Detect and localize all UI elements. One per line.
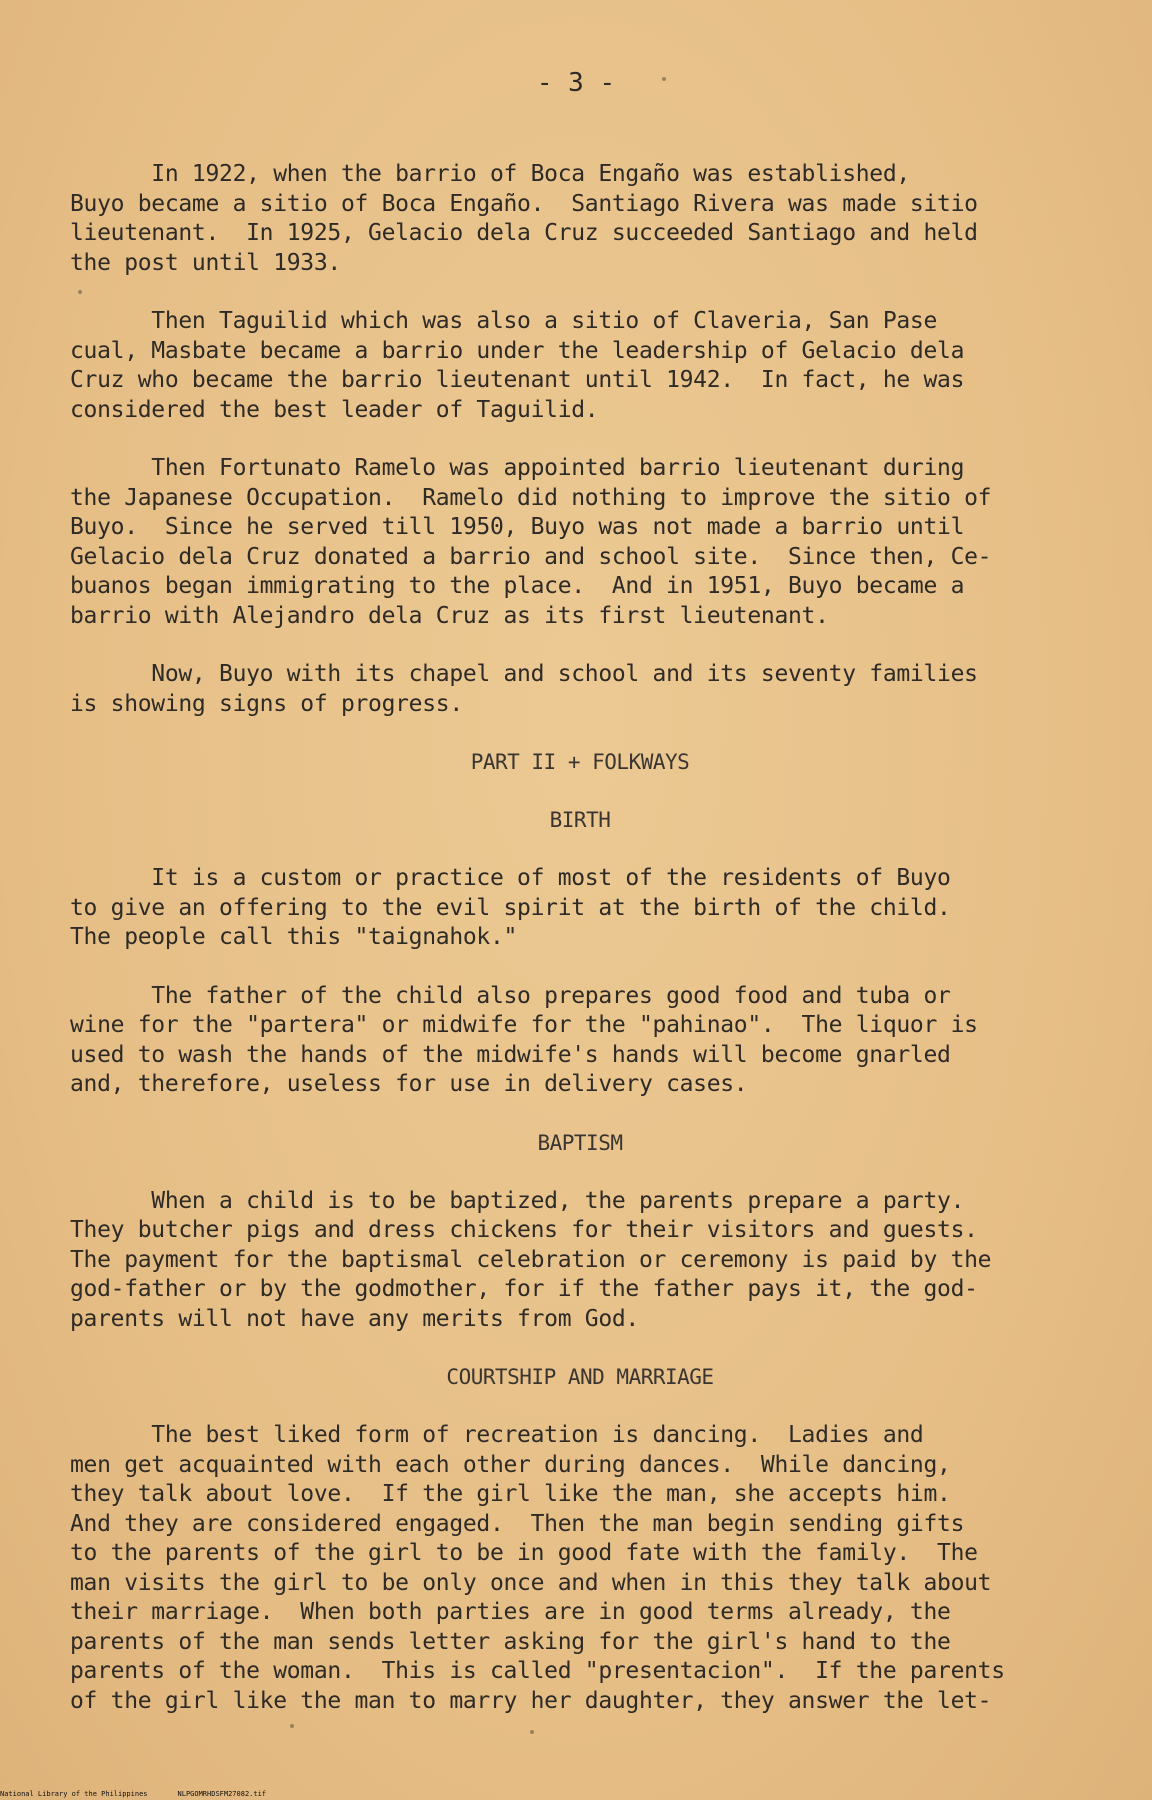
paper-speck: [530, 1730, 534, 1734]
footer-library: National Library of the Philippines: [0, 1790, 148, 1798]
footer-file: NLPGOMRHDSFM27082.tif: [177, 1790, 267, 1798]
paragraph-history-1922: In 1922, when the barrio of Boca Engaño was established, Buyo became a sitio of Boca Engaño. Santiago Rivera was made sitio lieutenant. In 1925, Gelacio dela Cruz succeeded Santiago and held the post until 1933.: [70, 161, 978, 276]
paragraph-taguilid: Then Taguilid which was also a sitio of Claveria, San Pase cual, Masbate became a barrio under the leadership of Gelacio dela Cruz who became the barrio lieutenant until 1942. In fact, he was considered the best leader of Taguilid.: [70, 308, 965, 423]
paragraph-baptism: When a child is to be baptized, the parents prepare a party. They butcher pigs and dress chickens for their visitors and guests. The payment for the baptismal celebration or ceremony is paid by the god-father or by the godmother, for if the father pays it, the god- parents will not have any merits from God.: [70, 1187, 992, 1332]
paragraph-birth-midwife: The father of the child also prepares good food and tuba or wine for the "partera" or midwife for the "pahinao". The liquor is used to wash the hands of the midwife's hands will become gnarled and, therefore, useless for use in delivery cases.: [70, 982, 978, 1097]
paper-speck: [78, 290, 82, 294]
paragraph-japanese-occupation: Then Fortunato Ramelo was appointed barrio lieutenant during the Japanese Occupation. Ramelo did nothing to improve the sitio of Buyo. Since he served till 1950, Buyo was not made a barrio until Gelacio dela Cruz donated a barrio and school site. Since then, Ce- buanos began immigrating to the place. And in 1951, Buyo became a barrio with Alejandro dela Cruz as its first lieutenant.: [70, 455, 992, 629]
paragraph-courtship: The best liked form of recreation is dancing. Ladies and men get acquainted with each other during dances. While dancing, they talk about love. If the girl like the man, she accepts him. And they are considered engaged. Then the man begin sending gifts to the parents of the girl to be in good fate with the family. The man visits the girl to be only once and when in this they talk about their marriage. When both parties are in good terms already, the parents of the man sends letter asking for the girl's hand to the parents of the woman. This is called "presentacion". If the parents of the girl like the man to marry her daughter, they answer the let-: [70, 1422, 1005, 1714]
paper-speck: [290, 1724, 294, 1728]
paper-speck: [662, 77, 666, 81]
heading-birth: BIRTH: [549, 808, 611, 832]
heading-courtship-and-marriage: COURTSHIP AND MARRIAGE: [446, 1365, 714, 1389]
heading-part-ii-folkways: PART II + FOLKWAYS: [470, 750, 690, 774]
heading-baptism: BAPTISM: [537, 1130, 623, 1155]
scan-footer: [0, 1790, 296, 1798]
paragraph-progress: Now, Buyo with its chapel and school and its seventy families is showing signs of progress.: [70, 661, 978, 717]
page-number: - 3 -: [536, 68, 616, 98]
paragraph-birth-offering: It is a custom or practice of most of the residents of Buyo to give an offering to the evil spirit at the birth of the child. The people call this "taignahok.": [70, 865, 951, 950]
document-body: [70, 160, 1090, 1745]
